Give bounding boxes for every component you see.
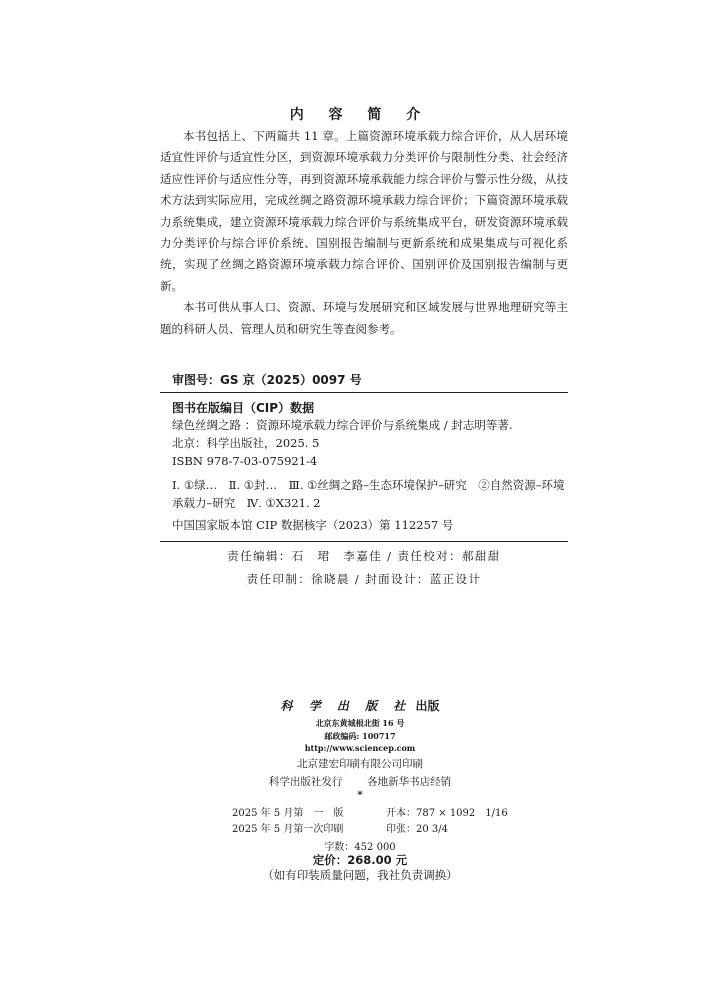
edition-line bbox=[232, 806, 532, 821]
distribution-left: 科学出版社发行 bbox=[268, 776, 343, 788]
quality-note: （如有印装质量问题，我社负责调换） bbox=[262, 868, 458, 882]
divider-bottom bbox=[160, 541, 568, 542]
printing-right: 印张：20 3/4 bbox=[386, 824, 448, 835]
credits-editors: 责任编辑：石 珺 李嘉佳 / 责任校对：郝甜甜 bbox=[227, 549, 501, 563]
edition-right: 开本：787 × 1092 1/16 bbox=[386, 808, 508, 819]
distribution-right: 各地新华书店经销 bbox=[367, 776, 452, 788]
cip-classification: Ⅰ. ①绿… Ⅱ. ①封… Ⅲ. ①丝绸之路–生态环境保护–研究 ②自然资源–环境承载力–研究 Ⅳ. ①X321. 2 bbox=[172, 478, 565, 510]
summary-body bbox=[160, 126, 568, 340]
cip-heading: 图书在版编目（CIP）数据 bbox=[172, 401, 315, 415]
publisher-address: 北京东黄城根北街 16 号 bbox=[315, 718, 405, 728]
summary-paragraph-1: 本书包括上、下两篇共 11 章。上篇资源环境承载力综合评价，从人居环境适宜性评价与适宜性分区，到资源环境承载力分类评价与限制性分类、社会经济适应性评价与适应性分等，再到资源环境承载能力综合评价与警示性分级，从技术方法到实际应用，完成丝绸之路资源环境承载力综合评价；下篇资源环境承载力系统集成，建立资源环境承载力综合评价与系统集成平台，研发资源环境承载力分类评价与综合评价系统、国别报告编制与更新系统和成果集成与可视化系统，实现了丝绸之路资源环境承载力综合评价、国别评价及国别报告编制与更新。 bbox=[160, 129, 568, 293]
word-count-text: 字数：452 000 bbox=[324, 842, 396, 853]
distribution bbox=[0, 774, 720, 789]
summary-paragraph-2: 本书可供从事人口、资源、环境与发展研究和区域发展与世界地理研究等主题的科研人员、管理人员和研究生等查阅参考。 bbox=[160, 300, 568, 336]
publisher-name-suffix: 出版 bbox=[415, 699, 440, 713]
publisher-name bbox=[0, 697, 720, 714]
credits-printing: 责任印制：徐晓晨 / 封面设计：蓝正设计 bbox=[246, 572, 482, 586]
separator-star: * bbox=[357, 789, 363, 801]
review-number: 审图号：GS 京（2025）0097 号 bbox=[172, 373, 362, 387]
publisher-postcode: 邮政编码: 100717 bbox=[324, 731, 396, 741]
edition-left: 2025 年 5 月第 一 版 bbox=[232, 808, 344, 819]
summary-title: 内 容 简 介 bbox=[289, 107, 431, 123]
cip-number: 中国国家版本馆 CIP 数据核字（2023）第 112257 号 bbox=[172, 518, 454, 532]
cip-block bbox=[172, 416, 568, 534]
printer: 北京建宏印刷有限公司印刷 bbox=[297, 758, 423, 770]
price: 定价：268.00 元 bbox=[312, 853, 408, 867]
word-count bbox=[0, 838, 720, 853]
divider-top bbox=[160, 392, 568, 393]
publisher-url: http://www.sciencep.com bbox=[304, 743, 416, 753]
printing-left: 2025 年 5 月第一次印刷 bbox=[232, 824, 344, 835]
cip-publisher-line: 北京：科学出版社，2025. 5 bbox=[172, 436, 320, 450]
printing-line bbox=[232, 822, 532, 837]
publisher-name-stylized: 科 学 出 版 社 bbox=[280, 699, 412, 713]
cip-isbn: ISBN 978-7-03-075921-4 bbox=[172, 454, 318, 468]
cip-title-line: 绿色丝绸之路 ：资源环境承载力综合评价与系统集成 / 封志明等著. bbox=[172, 418, 513, 432]
